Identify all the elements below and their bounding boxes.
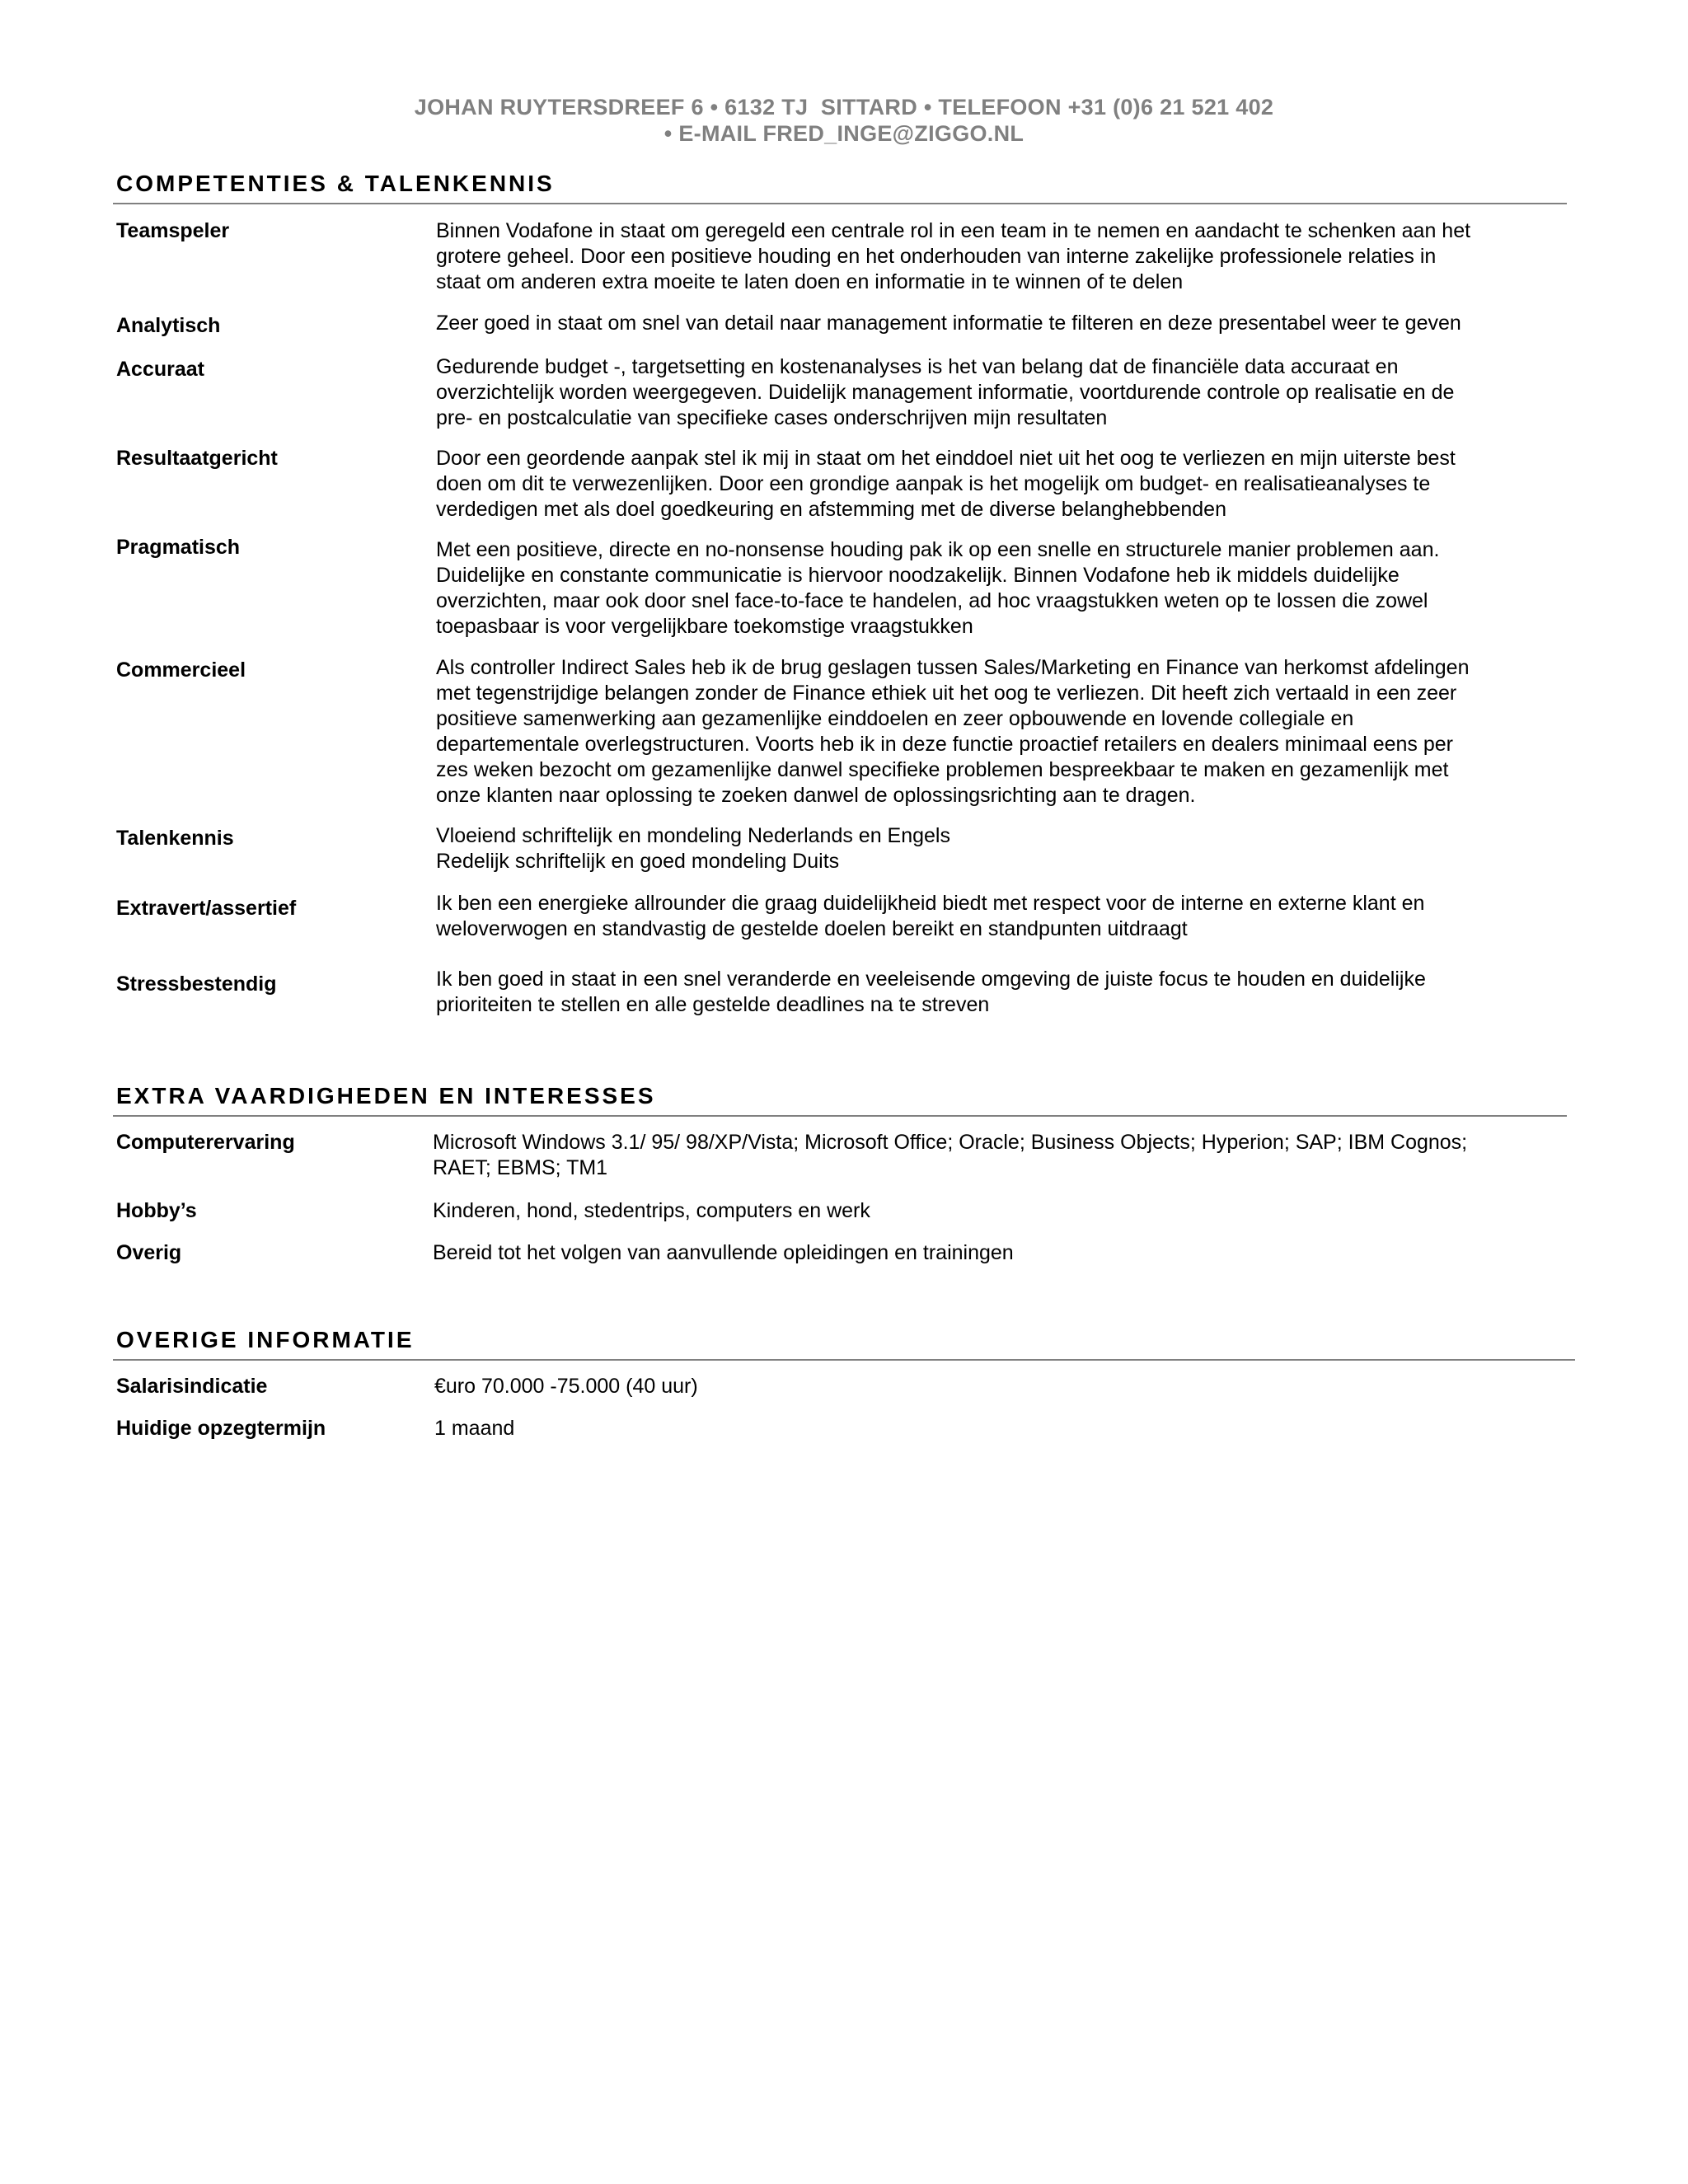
text-line: overzichten, maar ook door snel face-to-face te handelen, ad hoc vraagstukken weten op te lossen die zowel <box>436 589 1428 612</box>
row-analytisch <box>113 311 1567 339</box>
section-overige-informatie <box>113 1326 1575 1441</box>
row-value <box>433 1240 1567 1266</box>
row-label: Salarisindicatie <box>116 1375 268 1398</box>
row-label: Accuraat <box>116 358 204 381</box>
row-extravert <box>113 891 1567 942</box>
text-line: Microsoft Windows 3.1/ 95/ 98/XP/Vista; Microsoft Office; Oracle; Business Objects; Hyperion; SAP; IBM Cognos; <box>433 1131 1468 1154</box>
text-line: Duidelijke en constante communicatie is hiervoor noodzakelijk. Binnen Vodafone heb ik middels duidelijke <box>436 564 1400 587</box>
row-label: Analytisch <box>116 314 221 337</box>
row-label: Pragmatisch <box>116 536 241 559</box>
text-line: Binnen Vodafone in staat om geregeld een centrale rol in een team in te nemen en aandacht te schenken aan het <box>436 219 1471 242</box>
text-line: departementale overlegstructuren. Voorts heb ik in deze functie proactief retailers en dealers minimaal eens per <box>436 733 1454 756</box>
row-teamspeler <box>113 218 1567 295</box>
row-value <box>436 537 1567 640</box>
row-overig <box>113 1240 1567 1266</box>
row-value <box>436 446 1567 523</box>
text-line: Kinderen, hond, stedentrips, computers en werk <box>433 1199 870 1222</box>
text-line: grotere geheel. Door een positieve houding en het onderhouden van interne zakelijke professionele relaties in <box>436 245 1437 268</box>
contact-email-line: • E-MAIL FRED_INGE@ZIGGO.NL <box>663 121 1025 146</box>
row-commercieel <box>113 655 1567 808</box>
section-extra-vaardigheden <box>113 1082 1567 1266</box>
row-talenkennis <box>113 823 1567 874</box>
text-line: pre- en postcalculatie van specifieke cases onderschrijven mijn resultaten <box>436 406 1108 429</box>
text-line: €uro 70.000 -75.000 (40 uur) <box>434 1375 698 1398</box>
text-line: onze klanten naar oplossing te zoeken danwel de oplossingsrichting aan te dragen. <box>436 784 1196 807</box>
row-accuraat <box>113 354 1567 431</box>
text-line: weloverwogen en standvastig de gestelde doelen bereikt en standpunten uitdraagt <box>436 917 1188 940</box>
row-resultaatgericht <box>113 446 1567 523</box>
text-line: met tegenstrijdige belangen zonder de Finance ethiek uit het oog te verliezen. Dit heeft zich vertaald in een zeer <box>436 682 1457 705</box>
text-line: Als controller Indirect Sales heb ik de brug geslagen tussen Sales/Marketing en Finance van herkomst afdelingen <box>436 656 1470 679</box>
row-label: Hobby’s <box>116 1199 197 1222</box>
section-title-extra: EXTRA VAARDIGHEDEN EN INTERESSES <box>113 1082 1567 1117</box>
contact-address-line: JOHAN RUYTERSDREEF 6 • 6132 TJ SITTARD • TELEFOON +31 (0)6 21 521 402 <box>414 95 1274 120</box>
contact-header <box>0 94 1688 147</box>
text-line: Vloeiend schriftelijk en mondeling Nederlands en Engels <box>436 824 950 847</box>
text-line: Gedurende budget -, targetsetting en kostenanalyses is het van belang dat de financiële data accuraat en <box>436 355 1399 378</box>
text-line: RAET; EBMS; TM1 <box>433 1156 608 1179</box>
row-label: Talenkennis <box>116 827 234 850</box>
text-line: Met een positieve, directe en no-nonsense houding pak ik op een snelle en structurele manier problemen aan. <box>436 538 1440 561</box>
text-line: positieve samenwerking aan gezamenlijke einddoelen en zeer opbouwende en lovende collegiale en <box>436 707 1354 730</box>
row-value <box>436 823 1567 874</box>
text-line: zes weken bezocht om gezamenlijke danwel specifieke problemen bespreekbaar te maken en gezamenlijk met <box>436 758 1449 781</box>
row-value <box>436 354 1567 431</box>
row-label: Extravert/assertief <box>116 897 297 920</box>
text-line: overzichtelijk worden weergegeven. Duidelijk management informatie, voortdurende controle op realisatie en de <box>436 381 1455 404</box>
row-value <box>436 891 1567 942</box>
text-line: verdedigen met als doel goedkeuring en afstemming met de diverse belanghebbenden <box>436 498 1226 521</box>
text-line: Ik ben een energieke allrounder die graag duidelijkheid biedt met respect voor de interne en externe klant en <box>436 892 1425 915</box>
text-line: Ik ben goed in staat in een snel veranderde en veeleisende omgeving de juiste focus te houden en duidelijke <box>436 968 1426 991</box>
row-value <box>436 311 1567 339</box>
text-line: Zeer goed in staat om snel van detail naar management informatie te filteren en deze presentabel weer te geven <box>436 312 1461 335</box>
row-label: Overig <box>116 1241 182 1264</box>
text-line: Redelijk schriftelijk en goed mondeling Duits <box>436 850 840 873</box>
row-label: Huidige opzegtermijn <box>116 1417 326 1440</box>
row-label: Stressbestendig <box>116 972 277 996</box>
text-line: Door een geordende aanpak stel ik mij in staat om het einddoel niet uit het oog te verliezen en mijn uiterste best <box>436 447 1456 470</box>
row-value <box>433 1130 1567 1181</box>
text-line: toepasbaar is voor vergelijkbare toekomstige vraagstukken <box>436 615 973 638</box>
row-computerervaring <box>113 1130 1567 1181</box>
row-label: Computerervaring <box>116 1131 295 1154</box>
row-label: Resultaatgericht <box>116 447 278 470</box>
text-line: 1 maand <box>434 1417 515 1440</box>
row-pragmatisch <box>113 537 1567 640</box>
row-opzegtermijn <box>113 1416 1575 1441</box>
text-line: doen om dit te verwezenlijken. Door een grondige aanpak is het mogelijk om budget- en realisatieanalyses te <box>436 472 1431 495</box>
row-value <box>436 655 1567 808</box>
section-title-overige: OVERIGE INFORMATIE <box>113 1326 1575 1361</box>
row-value <box>436 967 1567 1018</box>
row-stressbestendig <box>113 967 1567 1018</box>
row-value <box>434 1374 1575 1399</box>
section-competenties <box>113 170 1567 1018</box>
row-value <box>434 1416 1575 1441</box>
row-value <box>433 1198 1567 1224</box>
row-label: Teamspeler <box>116 219 230 242</box>
row-value <box>436 218 1567 295</box>
row-label: Commercieel <box>116 658 246 682</box>
row-salarisindicatie <box>113 1374 1575 1399</box>
row-hobbys <box>113 1198 1567 1224</box>
section-title-competenties: COMPETENTIES & TALENKENNIS <box>113 170 1567 204</box>
text-line: Bereid tot het volgen van aanvullende opleidingen en trainingen <box>433 1241 1014 1264</box>
text-line: staat om anderen extra moeite te laten doen en informatie in te winnen of te delen <box>436 270 1184 293</box>
text-line: prioriteiten te stellen en alle gestelde deadlines na te streven <box>436 993 990 1016</box>
